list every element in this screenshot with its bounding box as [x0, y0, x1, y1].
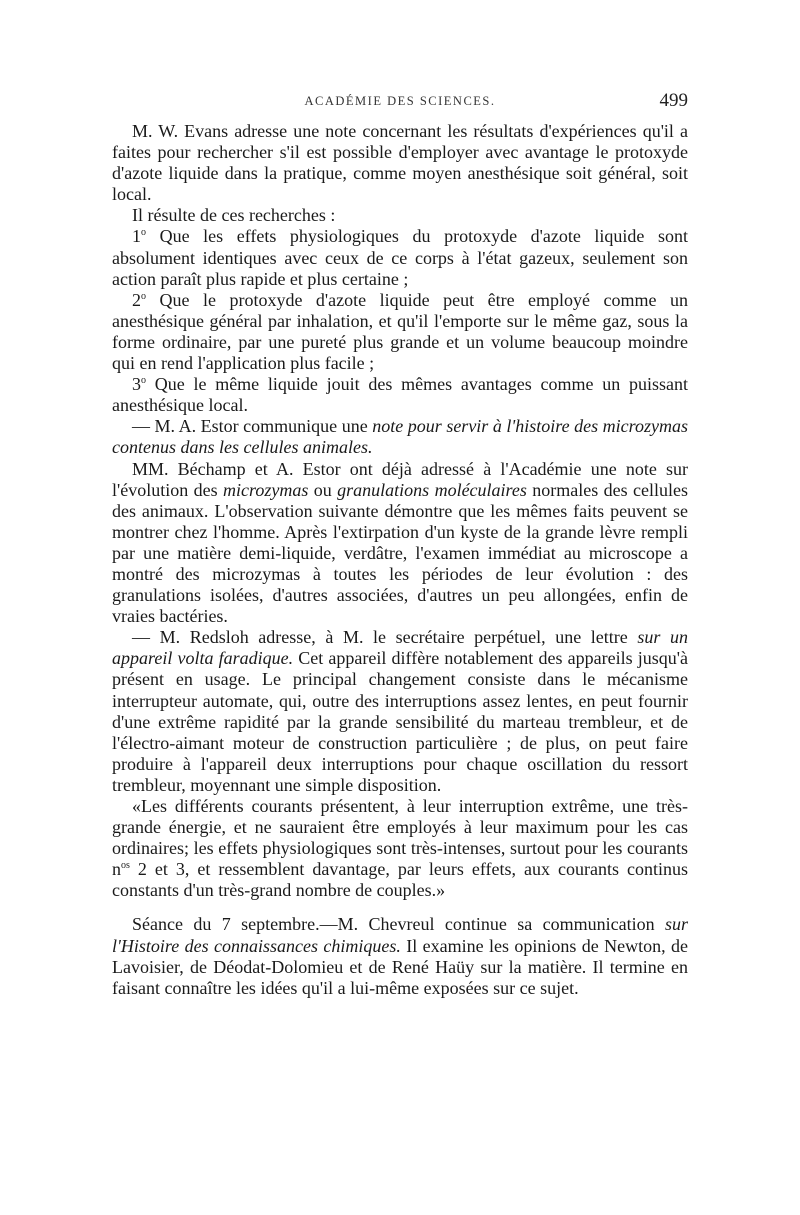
- paragraph-redsloh-letter: — M. Redsloh adresse, à M. le secrétaire perpétuel, une lettre sur un appareil volta faradique. Cet appareil diffère notablement des appareils jusqu'à présent en usage. Le principal changement consiste dans le mécanisme interrupteur automate, qui, outre des interruptions assez lentes, en peut fournir d'une extrême rapidité par la grande sensibilité du marteau trembleur, et de l'électro-aimant moteur de construction particulière ; de plus, on peut faire produire à l'appareil deux interruptions pour chaque oscillation du ressort trembleur, moyennant une simple disposition.: [112, 627, 688, 795]
- paragraph-seance-7-septembre: Séance du 7 septembre.—M. Chevreul continue sa communication sur l'Histoire des connaissances chimiques. Il examine les opinions de Newton, de Lavoisier, de Déodat-Dolomieu et de René Haüy sur la matière. Il termine en faisant connaître les idées qu'il a lui-même exposées sur ce sujet.: [112, 914, 688, 998]
- paragraph-results-intro: Il résulte de ces recherches :: [132, 205, 336, 226]
- paragraph-result-3: 3$^o$ Que le même liquide jouit des mêmes avantages comme un puissant anesthésique local.: [112, 374, 688, 416]
- paragraph-result-1: 1$^o$ Que les effets physiologiques du protoxyde d'azote liquide sont absolument identiques avec ceux de ce corps à l'état gazeux, seulement son action paraît plus rapide et plus certaine ;: [112, 226, 688, 289]
- running-title: ACADÉMIE DES SCIENCES.: [304, 94, 496, 108]
- paragraph-bechamp-estor: MM. Béchamp et A. Estor ont déjà adressé à l'Académie une note sur l'évolution des microzymas ou granulations moléculaires normales des cellules des animaux. L'observation suivante démontre que les mêmes faits peuvent se montrer chez l'homme. Après l'extirpation d'un kyste de la grande lèvre rempli par une matière demi-liquide, verdâtre, l'examen immédiat au microscope a montré des microzymas à toutes les périodes de leur évolution : des granulations isolées, d'autres associées, d'autres un peu allongées, enfin de vraies bactéries.: [112, 458, 689, 627]
- paragraph-evans-note: M. W. Evans adresse une note concernant les résultats d'expériences qu'il a faites pour rechercher s'il est possible d'employer avec avantage le protoxyde d'azote liquide dans la pratique, comme moyen anesthésique soit général, soit local.: [112, 121, 688, 205]
- page-header: [112, 90, 688, 120]
- paragraph-estor-note: — M. A. Estor communique une note pour servir à l'histoire des microzymas contenus dans les cellules animales.: [112, 416, 688, 458]
- paragraph-redsloh-quote: «Les différents courants présentent, à leur interruption extrême, une très-grande énergie, et ne sauraient être employés à leur maximum pour les cas ordinaires; les effets physiologiques sont très-intenses, surtout pour les courants $n^{os}$ 2 et 3, et ressemblent davantage, par leurs effets, aux courants continus constants d'un très-grand nombre de couples.»: [112, 796, 688, 901]
- paragraph-result-2: 2$^o$ Que le protoxyde d'azote liquide peut être employé comme un anesthésique général par inhalation, et qu'il l'emporte sur le même gaz, sous la forme ordinaire, par une pureté plus grande et un volume beaucoup moindre qui en rend l'application plus facile ;: [112, 289, 688, 374]
- page-number: 499: [659, 90, 688, 111]
- body-text: [112, 121, 688, 999]
